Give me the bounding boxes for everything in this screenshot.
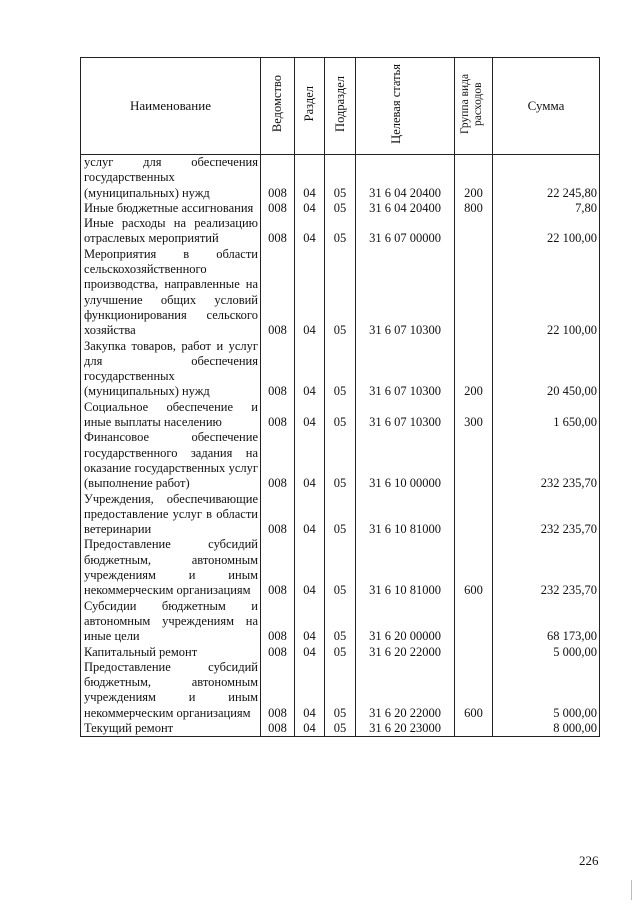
cell-cel: 31 6 04 20400 bbox=[356, 155, 455, 201]
cell-grp bbox=[455, 216, 493, 247]
table-row bbox=[81, 201, 600, 216]
cell-razd: 04 bbox=[295, 599, 325, 645]
cell-razd: 04 bbox=[295, 660, 325, 721]
cell-razd: 04 bbox=[295, 430, 325, 491]
table-row bbox=[81, 216, 600, 247]
table-row bbox=[81, 537, 600, 598]
table-row bbox=[81, 247, 600, 339]
cell-cel: 31 6 07 10300 bbox=[356, 339, 455, 400]
cell-sum: 5 000,00 bbox=[493, 645, 600, 660]
cell-podr: 05 bbox=[325, 400, 356, 431]
cell-name: Предоставление субсидий бюджетным, автономным учреждениям и иным некоммерческим организациям bbox=[81, 537, 261, 598]
cell-podr: 05 bbox=[325, 247, 356, 339]
cell-name: Субсидии бюджетным и автономным учреждениям на иные цели bbox=[81, 599, 261, 645]
header-vedomstvo: Ведомство bbox=[261, 58, 295, 155]
cell-name: Предоставление субсидий бюджетным, автономным учреждениям и иным некоммерческим организациям bbox=[81, 660, 261, 721]
table-row bbox=[81, 645, 600, 660]
cell-podr: 05 bbox=[325, 216, 356, 247]
cell-razd: 04 bbox=[295, 721, 325, 737]
cell-ved: 008 bbox=[261, 430, 295, 491]
table-row bbox=[81, 492, 600, 538]
header-celevaya: Целевая статья bbox=[356, 58, 455, 155]
cell-grp: 600 bbox=[455, 660, 493, 721]
cell-podr: 05 bbox=[325, 492, 356, 538]
cell-sum: 20 450,00 bbox=[493, 339, 600, 400]
cell-name: Иные расходы на реализацию отраслевых мероприятий bbox=[81, 216, 261, 247]
cell-name: Капитальный ремонт bbox=[81, 645, 261, 660]
cell-podr: 05 bbox=[325, 537, 356, 598]
cell-podr: 05 bbox=[325, 721, 356, 737]
cell-name: Текущий ремонт bbox=[81, 721, 261, 737]
cell-cel: 31 6 07 10300 bbox=[356, 247, 455, 339]
table-row bbox=[81, 599, 600, 645]
cell-sum: 5 000,00 bbox=[493, 660, 600, 721]
cell-ved: 008 bbox=[261, 339, 295, 400]
cell-name: Социальное обеспечение и иные выплаты населению bbox=[81, 400, 261, 431]
cell-grp: 300 bbox=[455, 400, 493, 431]
cell-razd: 04 bbox=[295, 339, 325, 400]
cell-podr: 05 bbox=[325, 339, 356, 400]
cell-ved: 008 bbox=[261, 660, 295, 721]
cell-razd: 04 bbox=[295, 492, 325, 538]
budget-table bbox=[80, 57, 600, 737]
cell-razd: 04 bbox=[295, 645, 325, 660]
cell-grp bbox=[455, 430, 493, 491]
cell-cel: 31 6 20 23000 bbox=[356, 721, 455, 737]
cell-grp: 200 bbox=[455, 339, 493, 400]
table-row bbox=[81, 400, 600, 431]
header-razdel: Раздел bbox=[295, 58, 325, 155]
cell-razd: 04 bbox=[295, 155, 325, 201]
table-row bbox=[81, 660, 600, 721]
cell-ved: 008 bbox=[261, 645, 295, 660]
cell-razd: 04 bbox=[295, 216, 325, 247]
cell-name: Закупка товаров, работ и услуг для обеспечения государственных (муниципальных) нужд bbox=[81, 339, 261, 400]
header-podrazdel: Подраздел bbox=[325, 58, 356, 155]
cell-podr: 05 bbox=[325, 201, 356, 216]
cell-cel: 31 6 07 00000 bbox=[356, 216, 455, 247]
cell-name: Учреждения, обеспечивающие предоставление услуг в области ветеринарии bbox=[81, 492, 261, 538]
cell-ved: 008 bbox=[261, 247, 295, 339]
cell-cel: 31 6 20 00000 bbox=[356, 599, 455, 645]
cell-podr: 05 bbox=[325, 599, 356, 645]
cell-razd: 04 bbox=[295, 537, 325, 598]
cell-ved: 008 bbox=[261, 492, 295, 538]
header-gruppa: Группа вида расходов bbox=[455, 58, 493, 155]
table-row bbox=[81, 339, 600, 400]
cell-podr: 05 bbox=[325, 645, 356, 660]
cell-cel: 31 6 10 00000 bbox=[356, 430, 455, 491]
cell-razd: 04 bbox=[295, 247, 325, 339]
scan-artifact bbox=[631, 880, 632, 900]
cell-sum: 232 235,70 bbox=[493, 430, 600, 491]
cell-sum: 8 000,00 bbox=[493, 721, 600, 737]
cell-podr: 05 bbox=[325, 155, 356, 201]
cell-cel: 31 6 10 81000 bbox=[356, 537, 455, 598]
cell-ved: 008 bbox=[261, 400, 295, 431]
cell-ved: 008 bbox=[261, 216, 295, 247]
cell-ved: 008 bbox=[261, 599, 295, 645]
cell-cel: 31 6 20 22000 bbox=[356, 645, 455, 660]
cell-cel: 31 6 10 81000 bbox=[356, 492, 455, 538]
table-body bbox=[81, 155, 600, 737]
cell-razd: 04 bbox=[295, 400, 325, 431]
cell-sum: 232 235,70 bbox=[493, 537, 600, 598]
cell-ved: 008 bbox=[261, 201, 295, 216]
cell-grp: 600 bbox=[455, 537, 493, 598]
table-header bbox=[81, 58, 600, 155]
cell-sum: 22 100,00 bbox=[493, 247, 600, 339]
cell-podr: 05 bbox=[325, 430, 356, 491]
cell-cel: 31 6 20 22000 bbox=[356, 660, 455, 721]
cell-grp bbox=[455, 492, 493, 538]
cell-name: Иные бюджетные ассигнования bbox=[81, 201, 261, 216]
cell-sum: 7,80 bbox=[493, 201, 600, 216]
cell-cel: 31 6 07 10300 bbox=[356, 400, 455, 431]
cell-ved: 008 bbox=[261, 155, 295, 201]
cell-sum: 1 650,00 bbox=[493, 400, 600, 431]
header-name: Наименование bbox=[81, 58, 261, 155]
cell-grp: 200 bbox=[455, 155, 493, 201]
cell-ved: 008 bbox=[261, 537, 295, 598]
cell-cel: 31 6 04 20400 bbox=[356, 201, 455, 216]
table-row bbox=[81, 155, 600, 201]
cell-razd: 04 bbox=[295, 201, 325, 216]
cell-grp bbox=[455, 599, 493, 645]
cell-grp bbox=[455, 721, 493, 737]
cell-ved: 008 bbox=[261, 721, 295, 737]
cell-sum: 22 100,00 bbox=[493, 216, 600, 247]
table-row bbox=[81, 430, 600, 491]
cell-name: Мероприятия в области сельскохозяйственного производства, направленные на улучшение общих условий функционирования сельского хозяйства bbox=[81, 247, 261, 339]
header-summa: Сумма bbox=[493, 58, 600, 155]
cell-grp: 800 bbox=[455, 201, 493, 216]
cell-grp bbox=[455, 247, 493, 339]
cell-sum: 22 245,80 bbox=[493, 155, 600, 201]
cell-podr: 05 bbox=[325, 660, 356, 721]
cell-sum: 232 235,70 bbox=[493, 492, 600, 538]
cell-grp bbox=[455, 645, 493, 660]
cell-name: услуг для обеспечения государственных (муниципальных) нужд bbox=[81, 155, 261, 201]
table-row bbox=[81, 721, 600, 737]
cell-sum: 68 173,00 bbox=[493, 599, 600, 645]
cell-name: Финансовое обеспечение государственного задания на оказание государственных услуг (выполнение работ) bbox=[81, 430, 261, 491]
page-number: 226 bbox=[579, 853, 599, 868]
